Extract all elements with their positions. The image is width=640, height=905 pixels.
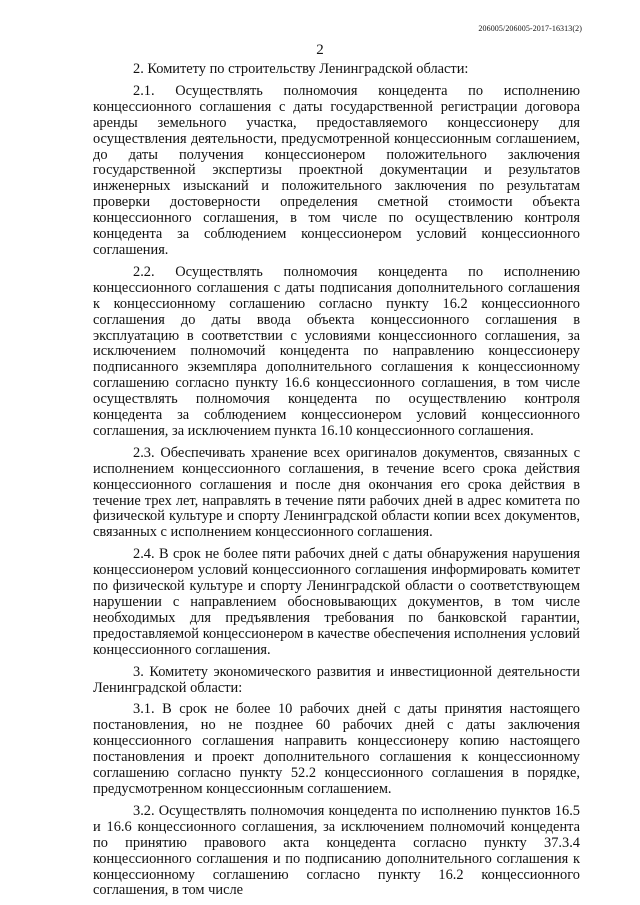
paragraph-2-2: 2.2. Осуществлять полномочия концедента по исполнению концессионного соглашения с даты подписания дополнительного соглашения к концессионному соглашению согласно пункту 16.2 концессионного соглашения до даты ввода объекта концессионного соглашения в эксплуатацию в соответствии с условиями концессионного соглашения, за исключением полномочий концедента по направлению концессионеру подписанного экземпляра дополнительного соглашения к концессионному соглашению согласно пункту 16.6 концессионного соглашения, в том числе осуществлять полномочия концедента по осуществлению контроля концедента за соблюдением концессионером условий концессионного соглашения, за исключением пункта 16.10 концессионного соглашения. [93, 263, 580, 439]
paragraph-2-3: 2.3. Обеспечивать хранение всех оригиналов документов, связанных с исполнением концессионного соглашения, в течение всего срока действия концессионного соглашения и после дня окончания его срока действия в течение трех лет, направлять в течение пяти рабочих дней в адрес комитета по физической культуре и спорту Ленинградской области копии всех документов, связанных с исполнением концессионного соглашения. [93, 444, 580, 541]
paragraph-2-heading: 2. Комитету по строительству Ленинградской области: [133, 61, 469, 77]
paragraph-2-4: 2.4. В срок не более пяти рабочих дней с даты обнаружения нарушения концессионером условий концессионного соглашения информировать комитет по физической культуре и спорту Ленинградской области о соответствующем нарушении с направлением обосновывающих документов, в том числе необходимых для предъявления требования по банковской гарантии, предоставляемой концессионером в качестве обеспечения исполнения условий концессионного соглашения. [93, 546, 580, 658]
paragraph-3-heading: 3. Комитету экономического развития и инвестиционной деятельности Ленинградской области: [93, 663, 580, 696]
document-id: 206005/206005-2017-16313(2) [478, 24, 582, 33]
document-body [93, 62, 580, 899]
paragraph-3-2: 3.2. Осуществлять полномочия концедента по исполнению пунктов 16.5 и 16.6 концессионного соглашения, за исключением полномочий концедента по принятию правового акта концедента согласно пункту 37.3.4 концессионного соглашения и по подписанию дополнительного соглашения к концессионному соглашению согласно пункту 16.2 концессионного соглашения, в том числе [93, 802, 580, 899]
page-number: 2 [316, 42, 324, 58]
paragraph-2-1: 2.1. Осуществлять полномочия концедента по исполнению концессионного соглашения с даты государственной регистрации договора аренды земельного участка, предоставляемого концессионеру для осуществления деятельности, предусмотренной концессионным соглашением, до даты получения концессионером положительного заключения государственной экспертизы проектной документации и результатов инженерных изысканий и положительного заключения по результатам проверки достоверности определения сметной стоимости объекта концессионного соглашения, в том числе по осуществлению контроля концедента за соблюдением концессионером условий концессионного соглашения. [93, 82, 580, 258]
paragraph-3-1: 3.1. В срок не более 10 рабочих дней с даты принятия настоящего постановления, но не позднее 60 рабочих дней с даты заключения концессионного соглашения направить концессионеру копию настоящего постановления и проект дополнительного соглашения к концессионному соглашению согласно пункту 52.2 концессионного соглашения в порядке, предусмотренном концессионным соглашением. [93, 701, 580, 797]
